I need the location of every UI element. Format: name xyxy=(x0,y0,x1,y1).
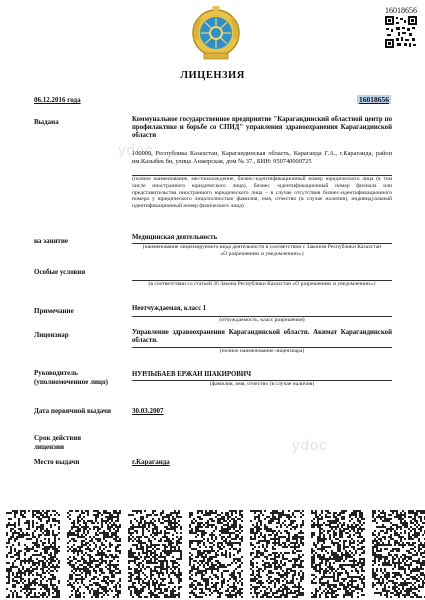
activity-label: на занятие xyxy=(34,237,68,245)
watermark-bottom: ydoc xyxy=(292,437,328,454)
licensor-value: Управление здравоохранения Карагандинской области. Акимат Карагандинской области. xyxy=(132,329,392,345)
note-hint: (отчуждаемость, класс разрешения) xyxy=(219,317,305,323)
first-issue-value: 30.03.2007 xyxy=(132,407,164,415)
place-value: г.Караганда xyxy=(132,458,170,466)
issued-label: Выдана xyxy=(34,118,59,126)
qr-code-icon xyxy=(189,510,243,598)
document-number: 16018656 xyxy=(385,6,417,15)
issue-date: 06.12.2016 года xyxy=(34,96,81,104)
validity-sublabel: лицензии xyxy=(34,443,65,451)
note-value: Неотчуждаемая, класс 1 xyxy=(132,305,207,312)
conditions-hint: (в соответствии со статьей 36 Закона Республики Казахстан «О разрешениях и уведомлениях») xyxy=(148,281,376,287)
licensor-hint: (полное наименование лицензиара) xyxy=(219,348,305,354)
licensor-label: Лицензиар xyxy=(34,331,69,339)
place-label: Место выдачи xyxy=(34,458,80,466)
note-label: Примечание xyxy=(34,307,74,315)
activity-hint: (наименование лицензируемого вида деятельности в соответствии с Законом Республики Казахстан «О разрешениях и уведомлениях») xyxy=(142,244,382,257)
issued-hint: (полное наименование, местонахождение, бизнес-идентификационный номер юридического лица (в том числе иностранного юридического лица), бизнес -идентификационный номер филиала или представительства иностранного юридического лица – в случае отсутствия бизнес-идентификационного номера у юридического лица/полностью фамилия, имя, отчество (в случае наличия), индивидуальный идентификационный номер физического лица) xyxy=(132,176,392,210)
qr-code-icon xyxy=(67,510,121,598)
state-emblem-icon xyxy=(190,6,242,62)
document-title: ЛИЦЕНЗИЯ xyxy=(180,70,245,81)
qr-code-icon xyxy=(250,510,304,598)
conditions-label: Особые условия xyxy=(34,268,86,276)
registration-number: 16018656 xyxy=(359,95,389,104)
validity-label: Срок действия xyxy=(34,434,82,442)
head-hint: (фамилия, имя, отчество (в случае наличия) xyxy=(209,381,315,387)
qr-code-strip xyxy=(0,508,425,600)
watermark-top: ydoc xyxy=(118,142,154,159)
qr-code-icon xyxy=(311,510,365,598)
head-label: Руководитель xyxy=(34,369,78,377)
qr-code-icon xyxy=(6,510,60,598)
first-issue-label: Дата первичной выдачи xyxy=(34,407,112,415)
qr-code-icon xyxy=(385,16,417,48)
issued-org: Коммунальное государственное предприятие "Карагандинский областной центр по профилактике и борьбе со СПИД" управления здравоохранения Карагандинской области xyxy=(132,116,392,140)
activity-value: Медицинская деятельность xyxy=(132,234,218,241)
head-value: НУРЛЫБАЕВ ЕРЖАН ШАКИРОВИЧ xyxy=(132,371,252,378)
issued-address: 100009, Республика Казахстан, Карагандинская область, Караганда Г.А., г.Караганда, район им.Казыбек би, улица Анжерская, дом № 37., БИН: 950740000725 xyxy=(132,150,392,165)
qr-code-icon xyxy=(372,510,425,598)
qr-code-icon xyxy=(128,510,182,598)
head-sublabel: (уполномоченное лицо) xyxy=(34,378,108,386)
